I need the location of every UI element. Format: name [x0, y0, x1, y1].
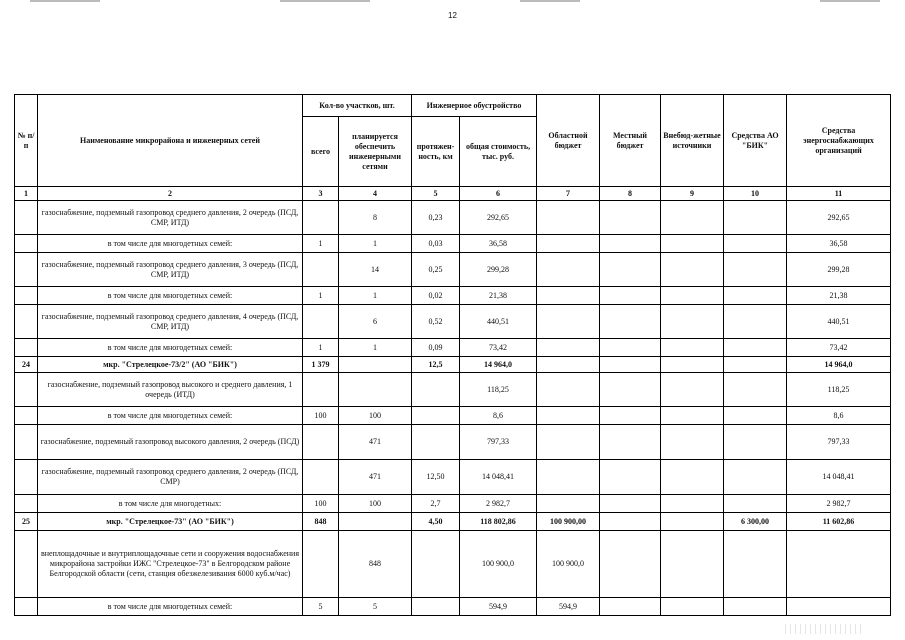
row-bik	[724, 598, 787, 616]
row-bik	[724, 531, 787, 598]
row-energy: 14 048,41	[787, 460, 891, 495]
row-plots-total: 848	[303, 513, 339, 531]
row-extrabudget	[661, 357, 724, 373]
table-row	[15, 407, 891, 425]
row-local	[600, 339, 661, 357]
table-row	[15, 287, 891, 305]
row-num	[15, 460, 38, 495]
row-num	[15, 425, 38, 460]
row-local	[600, 531, 661, 598]
row-extrabudget	[661, 305, 724, 339]
scan-edge-mark	[280, 0, 370, 2]
row-plots-total	[303, 305, 339, 339]
row-energy: 36,58	[787, 235, 891, 253]
header-plots-planned: планируется обеспечить инженерными сетями	[339, 117, 412, 187]
row-energy: 73,42	[787, 339, 891, 357]
row-regional	[537, 235, 600, 253]
row-length: 0,25	[412, 253, 460, 287]
column-number: 11	[787, 187, 891, 201]
table-row	[15, 373, 891, 407]
row-energy: 118,25	[787, 373, 891, 407]
column-number: 7	[537, 187, 600, 201]
row-bik	[724, 339, 787, 357]
row-extrabudget	[661, 495, 724, 513]
row-cost: 292,65	[460, 201, 537, 235]
row-energy: 14 964,0	[787, 357, 891, 373]
row-length: 0,23	[412, 201, 460, 235]
table-row	[15, 235, 891, 253]
row-length: 0,03	[412, 235, 460, 253]
row-local	[600, 460, 661, 495]
row-length: 0,02	[412, 287, 460, 305]
row-local	[600, 513, 661, 531]
row-regional	[537, 407, 600, 425]
row-plots-planned: 1	[339, 235, 412, 253]
row-plots-total	[303, 460, 339, 495]
row-length: 2,7	[412, 495, 460, 513]
row-local	[600, 495, 661, 513]
table-row	[15, 339, 891, 357]
row-bik: 6 300,00	[724, 513, 787, 531]
row-energy: 299,28	[787, 253, 891, 287]
row-plots-total: 1	[303, 339, 339, 357]
row-name: в том числе для многодетных:	[38, 495, 303, 513]
row-energy: 797,33	[787, 425, 891, 460]
row-plots-planned: 1	[339, 339, 412, 357]
header-regional: Областной бюджет	[537, 95, 600, 187]
row-num	[15, 339, 38, 357]
row-plots-planned: 100	[339, 407, 412, 425]
row-length	[412, 598, 460, 616]
row-plots-total	[303, 253, 339, 287]
scan-noise	[785, 624, 865, 634]
row-bik	[724, 305, 787, 339]
row-num	[15, 373, 38, 407]
row-regional	[537, 373, 600, 407]
row-bik	[724, 495, 787, 513]
row-cost: 100 900,0	[460, 531, 537, 598]
row-cost: 73,42	[460, 339, 537, 357]
row-extrabudget	[661, 531, 724, 598]
row-plots-planned: 6	[339, 305, 412, 339]
row-num	[15, 407, 38, 425]
header-plots-group: Кол-во участков, шт.	[303, 95, 412, 117]
row-extrabudget	[661, 513, 724, 531]
row-plots-planned: 1	[339, 287, 412, 305]
row-name: в том числе для многодетных семей:	[38, 235, 303, 253]
row-regional	[537, 287, 600, 305]
column-number: 6	[460, 187, 537, 201]
row-num	[15, 235, 38, 253]
row-extrabudget	[661, 201, 724, 235]
row-extrabudget	[661, 339, 724, 357]
row-bik	[724, 460, 787, 495]
row-energy: 11 602,86	[787, 513, 891, 531]
row-name: газоснабжение, подземный газопровод высокого давления, 2 очередь (ПСД)	[38, 425, 303, 460]
column-number: 8	[600, 187, 661, 201]
scan-edge-mark	[30, 0, 100, 2]
scan-edge-mark	[820, 0, 880, 2]
row-regional: 100 900,0	[537, 531, 600, 598]
column-number-row	[15, 187, 891, 201]
row-energy: 440,51	[787, 305, 891, 339]
row-num	[15, 495, 38, 513]
row-local	[600, 598, 661, 616]
row-num	[15, 305, 38, 339]
row-bik	[724, 235, 787, 253]
row-energy	[787, 531, 891, 598]
row-plots-total	[303, 531, 339, 598]
row-length	[412, 407, 460, 425]
row-num	[15, 531, 38, 598]
row-length: 4,50	[412, 513, 460, 531]
row-extrabudget	[661, 407, 724, 425]
row-plots-planned: 471	[339, 425, 412, 460]
row-cost: 299,28	[460, 253, 537, 287]
row-bik	[724, 253, 787, 287]
row-cost: 14 964,0	[460, 357, 537, 373]
row-plots-total: 1	[303, 287, 339, 305]
row-plots-planned	[339, 357, 412, 373]
row-energy	[787, 598, 891, 616]
row-local	[600, 425, 661, 460]
row-local	[600, 287, 661, 305]
table-row	[15, 305, 891, 339]
row-local	[600, 407, 661, 425]
row-bik	[724, 425, 787, 460]
row-extrabudget	[661, 598, 724, 616]
row-regional	[537, 305, 600, 339]
row-energy: 2 982,7	[787, 495, 891, 513]
row-extrabudget	[661, 373, 724, 407]
row-cost: 118 802,86	[460, 513, 537, 531]
row-regional	[537, 425, 600, 460]
row-num	[15, 253, 38, 287]
row-cost: 8,6	[460, 407, 537, 425]
header-plots-total: всего	[303, 117, 339, 187]
row-cost: 14 048,41	[460, 460, 537, 495]
row-name: мкр. "Стрелецкое-73" (АО "БИК")	[38, 513, 303, 531]
row-energy: 21,38	[787, 287, 891, 305]
row-name: в том числе для многодетных семей:	[38, 287, 303, 305]
row-cost: 440,51	[460, 305, 537, 339]
row-regional	[537, 253, 600, 287]
row-plots-total	[303, 425, 339, 460]
row-cost: 21,38	[460, 287, 537, 305]
header-bik: Средства АО "БИК"	[724, 95, 787, 187]
row-num	[15, 287, 38, 305]
header-extrabudget: Внебюд-жетные источники	[661, 95, 724, 187]
row-extrabudget	[661, 460, 724, 495]
row-name: газоснабжение, подземный газопровод среднего давления, 3 очередь (ПСД, СМР, ИТД)	[38, 253, 303, 287]
row-plots-planned	[339, 513, 412, 531]
row-name: в том числе для многодетных семей:	[38, 339, 303, 357]
row-cost: 118,25	[460, 373, 537, 407]
row-plots-total: 100	[303, 495, 339, 513]
header-energy: Средства энергоснабжающих организаций	[787, 95, 891, 187]
row-regional	[537, 339, 600, 357]
row-regional: 594,9	[537, 598, 600, 616]
header-eng-group: Инженерное обустройство	[412, 95, 537, 117]
row-num: 25	[15, 513, 38, 531]
row-plots-planned: 14	[339, 253, 412, 287]
row-regional	[537, 357, 600, 373]
row-bik	[724, 201, 787, 235]
table-row	[15, 513, 891, 531]
column-number: 2	[38, 187, 303, 201]
row-extrabudget	[661, 253, 724, 287]
row-plots-planned	[339, 373, 412, 407]
row-length: 0,52	[412, 305, 460, 339]
row-local	[600, 235, 661, 253]
table-row	[15, 425, 891, 460]
header-local: Местный бюджет	[600, 95, 661, 187]
column-number: 1	[15, 187, 38, 201]
row-cost: 36,58	[460, 235, 537, 253]
table-row	[15, 253, 891, 287]
column-number: 9	[661, 187, 724, 201]
row-local	[600, 305, 661, 339]
row-num: 24	[15, 357, 38, 373]
row-local	[600, 201, 661, 235]
row-local	[600, 253, 661, 287]
row-cost: 594,9	[460, 598, 537, 616]
row-regional	[537, 460, 600, 495]
row-bik	[724, 407, 787, 425]
page-number: 12	[448, 11, 457, 20]
row-regional: 100 900,00	[537, 513, 600, 531]
header-length: протяжен-ность, км	[412, 117, 460, 187]
row-num	[15, 201, 38, 235]
table-row	[15, 201, 891, 235]
row-plots-total: 5	[303, 598, 339, 616]
row-bik	[724, 287, 787, 305]
table-row	[15, 495, 891, 513]
row-extrabudget	[661, 287, 724, 305]
row-name: мкр. "Стрелецкое-73/2" (АО "БИК")	[38, 357, 303, 373]
row-local	[600, 373, 661, 407]
table-row	[15, 598, 891, 616]
row-cost: 2 982,7	[460, 495, 537, 513]
column-number: 5	[412, 187, 460, 201]
table-row	[15, 531, 891, 598]
row-plots-planned: 100	[339, 495, 412, 513]
row-name: в том числе для многодетных семей:	[38, 407, 303, 425]
header-cost: общая стоимость, тыс. руб.	[460, 117, 537, 187]
row-plots-planned: 8	[339, 201, 412, 235]
row-cost: 797,33	[460, 425, 537, 460]
row-plots-total	[303, 373, 339, 407]
row-name: газоснабжение, подземный газопровод среднего давления, 4 очередь (ПСД, СМР, ИТД)	[38, 305, 303, 339]
row-name: в том числе для многодетных семей:	[38, 598, 303, 616]
row-length	[412, 373, 460, 407]
row-plots-planned: 848	[339, 531, 412, 598]
row-plots-total: 1 379	[303, 357, 339, 373]
row-bik	[724, 373, 787, 407]
row-energy: 292,65	[787, 201, 891, 235]
column-number: 3	[303, 187, 339, 201]
row-name: газоснабжение, подземный газопровод среднего давления, 2 очередь (ПСД, СМР)	[38, 460, 303, 495]
row-regional	[537, 495, 600, 513]
scan-edge-mark	[520, 0, 580, 2]
row-name: внеплощадочные и внутриплощадочные сети и сооружения водоснабжения микрорайона застройки ИЖС "Стрелецкое-73" в Белгородском районе Белгородской области (сети, станция обезжелезивания 6000 куб.м/час)	[38, 531, 303, 598]
row-length: 12,50	[412, 460, 460, 495]
row-plots-planned: 5	[339, 598, 412, 616]
row-name: газоснабжение, подземный газопровод среднего давления, 2 очередь (ПСД, СМР, ИТД)	[38, 201, 303, 235]
row-length	[412, 531, 460, 598]
header-num: № п/п	[15, 95, 38, 187]
column-number: 10	[724, 187, 787, 201]
row-length: 12,5	[412, 357, 460, 373]
infrastructure-table	[14, 94, 891, 616]
row-length	[412, 425, 460, 460]
row-plots-total	[303, 201, 339, 235]
table-row	[15, 357, 891, 373]
row-local	[600, 357, 661, 373]
row-regional	[537, 201, 600, 235]
row-name: газоснабжение, подземный газопровод высокого и среднего давления, 1 очередь (ИТД)	[38, 373, 303, 407]
row-plots-planned: 471	[339, 460, 412, 495]
row-length: 0,09	[412, 339, 460, 357]
row-plots-total: 1	[303, 235, 339, 253]
header-name: Наименование микрорайона и инженерных сетей	[38, 95, 303, 187]
table-row	[15, 460, 891, 495]
row-plots-total: 100	[303, 407, 339, 425]
row-energy: 8,6	[787, 407, 891, 425]
row-extrabudget	[661, 235, 724, 253]
column-number: 4	[339, 187, 412, 201]
row-extrabudget	[661, 425, 724, 460]
row-bik	[724, 357, 787, 373]
row-num	[15, 598, 38, 616]
